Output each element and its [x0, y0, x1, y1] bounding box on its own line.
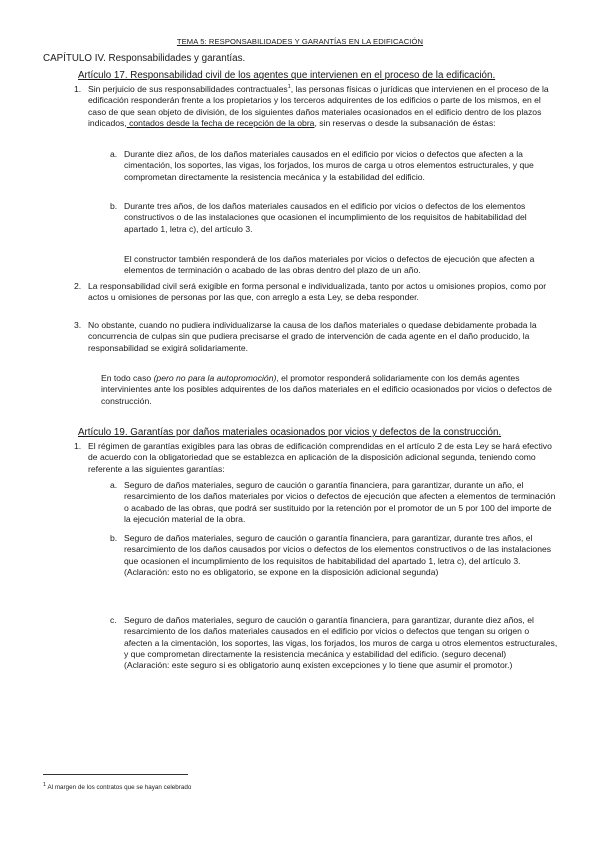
- promotor-text-end: , el promotor responderá solidariamente con los demás agentes intervinientes ante los posibles adquirentes de los daños materiales en el edificio ocasionados por vicios o defectos de construcción.: [101, 373, 552, 406]
- art19-sub-b: [110, 533, 558, 578]
- footnote-reference[interactable]: 1: [287, 84, 291, 91]
- sub-note: (Aclaración: este seguro si es obligatorio aunq existen excepciones y lo tiene que asumir el promotor.): [124, 660, 513, 671]
- item-number: 3.: [74, 320, 82, 330]
- sub-letter: b.: [110, 533, 118, 543]
- sub-text: Durante diez años, de los daños materiales causados en el edificio por vicios o defectos que afecten a la cimentación, los soportes, las vigas, los forjados, los muros de carga u otros elementos estructurales, y que comprometan directamente la resistencia mecánica y la estabilidad del edificio.: [124, 149, 534, 182]
- art17-item-3: [74, 320, 558, 354]
- art19-item-1: [74, 441, 558, 475]
- item-number: 1.: [74, 441, 82, 451]
- art19-sub-a: [110, 480, 558, 525]
- promotor-italic-note: (pero no para la autopromoción): [153, 373, 277, 383]
- promotor-paragraph: [101, 373, 558, 407]
- constructor-paragraph: El constructor también responderá de los daños materiales por vicios o defectos de ejecución que afecten a elementos de terminación o acabado de las obras dentro del plazo de un año.: [124, 254, 535, 276]
- item-text: No obstante, cuando no pudiera individualizarse la causa de los daños materiales o quedase debidamente probada la concurrencia de culpas sin que pudiera precisarse el grado de intervención de cada agente en el daño producido, la responsabilidad se exigirá solidariamente.: [88, 320, 537, 353]
- underlined-phrase: contados desde la fecha de recepción de la obra: [126, 117, 315, 128]
- art17-item-1: [74, 84, 558, 129]
- item-text-end: , sin reservas o desde la subsanación de éstas:: [314, 117, 496, 128]
- sub-letter: a.: [110, 480, 118, 490]
- promotor-text-start: En todo caso: [101, 373, 154, 383]
- footnote-mark: 1: [43, 781, 47, 788]
- art17-item-2: [74, 281, 558, 304]
- footnote-text: Al margen de los contratos que se hayan celebrado: [46, 784, 192, 791]
- item-text: La responsabilidad civil será exigible en forma personal e individualizada, tanto por actos u omisiones propios, como por actos u omisiones de personas por las que, con arreglo a esta Ley, se deba responder.: [88, 281, 547, 303]
- art19-sub-c: [110, 615, 558, 671]
- sub-text: Seguro de daños materiales, seguro de caución o garantía financiera, para garantizar, durante diez años, el resarcimiento de los daños materiales causados en el edificio por vicios o defectos que tengan su origen o afecten a la cimentación, los soportes, las vigas, los forjados, los muros de carga u otros elementos estructurales, y que comprometan directamente la resistencia mecánica y estabilidad del edificio. (seguro decenal): [124, 615, 558, 659]
- sub-note: (Aclaración: esto no es obligatorio, se expone en la disposición adicional segunda): [124, 566, 439, 577]
- chapter-title: CAPÍTULO IV. Responsabilidades y garantías.: [43, 53, 246, 64]
- item-number: 1.: [74, 84, 82, 94]
- article-17-title: Artículo 17. Responsabilidad civil de los agentes que intervienen en el proceso de la edificación.: [78, 70, 496, 81]
- footnote-divider: [43, 774, 188, 775]
- sub-letter: a.: [110, 149, 118, 159]
- art17-sub-a: [110, 149, 558, 183]
- footnote: [43, 781, 192, 791]
- page-header: TEMA 5: RESPONSABILIDADES Y GARANTÍAS EN LA EDIFICACIÓN: [176, 37, 424, 46]
- sub-text: Seguro de daños materiales, seguro de caución o garantía financiera, para garantizar, durante un año, el resarcimiento de los daños materiales por vicios o defectos de ejecución que afecten a elementos de terminación o acabado de las obras, que podrá ser sustituido por la retención por el promotor de un 5 por 100 del importe de la ejecución material de la obra.: [124, 480, 556, 524]
- sub-letter: c.: [110, 615, 117, 625]
- sub-text: Durante tres años, de los daños materiales causados en el edificio por vicios o defectos de los elementos constructivos o de las instalaciones que ocasionen el incumplimiento de los requisitos de habitabilidad del apartado 1, letra c), del artículo 3.: [124, 201, 527, 234]
- item-text-continued: , las personas físicas o jurídicas que intervienen en el proceso de la edificación responderán frente a los propietarios y los terceros adquirentes de los edificios o parte de los mismos, en el caso de que sean objeto de división, de los siguientes daños materiales ocasionados en el edificio dentro de los plazos indicados,: [88, 84, 549, 128]
- sub-text: Seguro de daños materiales, seguro de caución o garantía financiera, para garantizar, durante tres años, el resarcimiento de los daños causados por vicios o defectos de los elementos constructivos o de las instalaciones que ocasionen el incumplimiento de los requisitos de habitabilidad del apartado 1, letra c), del artículo 3.: [124, 533, 552, 566]
- item-text: El régimen de garantías exigibles para las obras de edificación comprendidas en el artículo 2 de esta Ley se hará efectivo de acuerdo con la obligatoriedad que se establezca en aplicación de la disposición adicional segunda, teniendo como referente a las siguientes garantías:: [88, 441, 552, 474]
- article-19-title: Artículo 19. Garantías por daños materiales ocasionados por vicios y defectos de la construcción.: [78, 427, 502, 438]
- sub-letter: b.: [110, 201, 118, 211]
- art17-sub-b: [110, 201, 558, 235]
- item-number: 2.: [74, 281, 82, 291]
- item-text: Sin perjuicio de sus responsabilidades contractuales: [88, 84, 288, 94]
